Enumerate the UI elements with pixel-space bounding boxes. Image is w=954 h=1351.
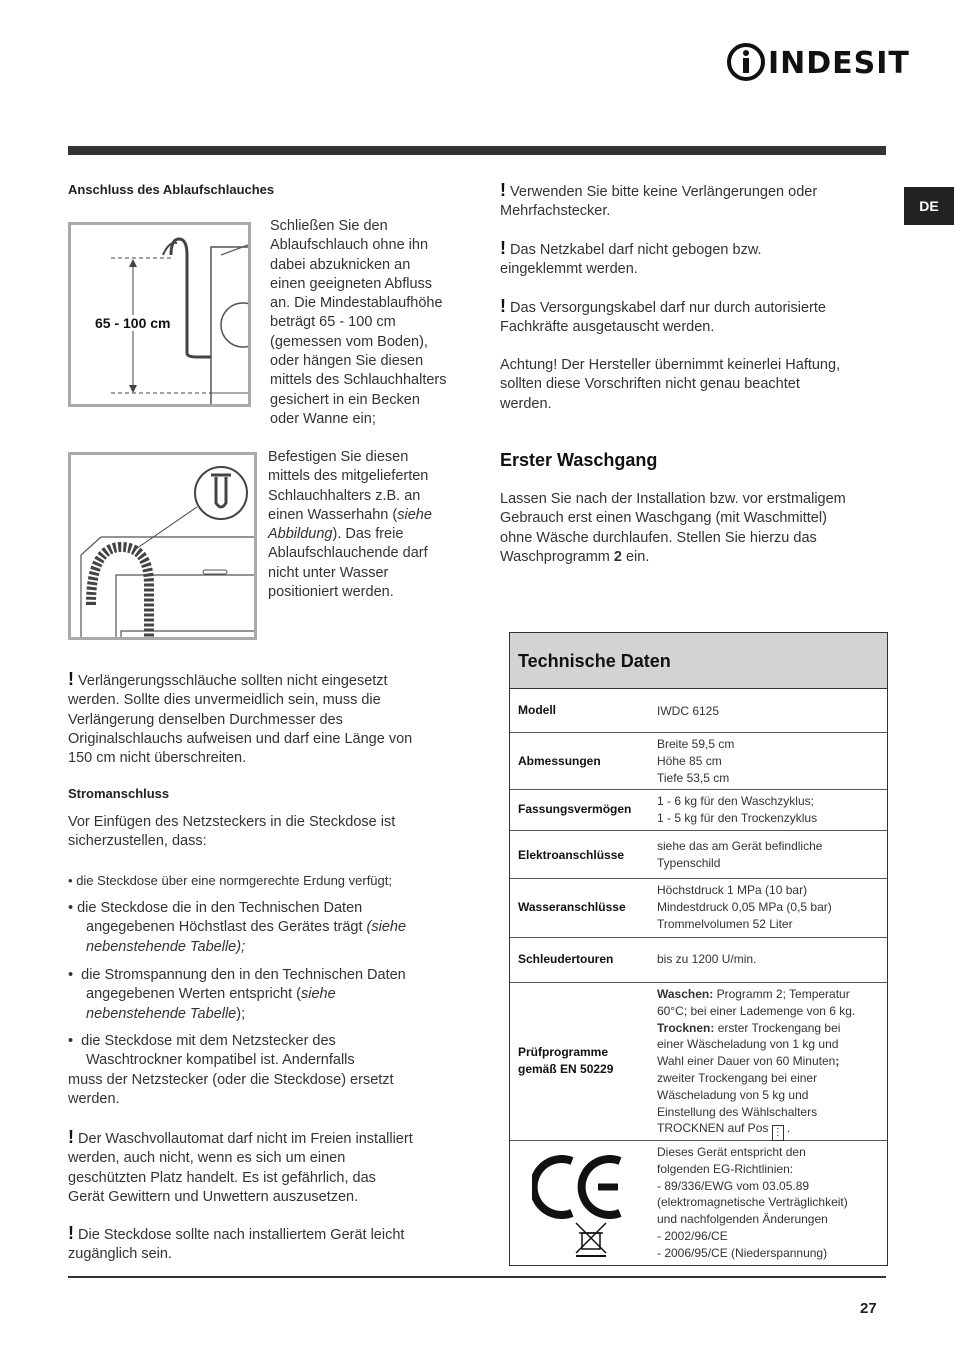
- ce-mark-icon: [532, 1149, 632, 1262]
- row-value: bis zu 1200 U/min.: [657, 952, 757, 966]
- row-label: Abmessungen: [518, 754, 601, 768]
- text-fragment: erster Trockengang bei: [714, 1020, 841, 1035]
- text-line: [68, 966, 468, 985]
- tech-data-title: Technische Daten: [518, 651, 671, 671]
- text-line: Schließen Sie den: [270, 218, 388, 234]
- drain-height-label: 65 - 100 cm: [95, 315, 171, 331]
- liability-notice: [500, 356, 890, 414]
- text-line: mittels des mitgelieferten: [268, 468, 429, 485]
- warning-icon: !: [500, 238, 506, 258]
- bullet-icon: •: [68, 873, 73, 888]
- weee-bin-icon: [576, 1223, 606, 1257]
- text-line: werden, auch nicht, wenn es sich um einen: [68, 1150, 346, 1167]
- text-line: Mehrfachstecker.: [500, 203, 611, 220]
- value-line: 1 - 6 kg für den Waschzyklus;: [657, 794, 814, 808]
- text-line: [68, 1128, 468, 1149]
- text-line: nicht unter Wasser: [268, 564, 389, 581]
- text-line: Achtung! Der Hersteller übernimmt keinerlei Haftung,: [500, 357, 841, 373]
- program-number: 2: [613, 548, 622, 565]
- text-fragment: );: [236, 1005, 246, 1022]
- text-line: mittels des Schlauchhalters: [270, 372, 447, 389]
- text-line: beträgt 65 - 100 cm: [270, 314, 396, 331]
- dryer-position-icon: ⋮: [772, 1125, 784, 1141]
- text-line: werden.: [500, 395, 552, 412]
- text-line: zugänglich sein.: [68, 1246, 172, 1263]
- text-fragment: die Steckdose über eine normgerechte Erdung verfügt;: [76, 873, 392, 888]
- table-row: [510, 1141, 887, 1265]
- text-fragment: TROCKNEN auf Pos: [657, 1121, 772, 1136]
- text-line: [68, 899, 468, 918]
- first-wash-text: [500, 490, 890, 567]
- table-reference: (siehe: [366, 919, 407, 936]
- text-line: [268, 506, 468, 545]
- figure-reference: siehe Abbildung: [268, 506, 432, 543]
- text-fragment: ein.: [621, 548, 650, 565]
- power-heading: Stromanschluss: [68, 786, 170, 801]
- text-line: einen geeigneten Abfluss: [270, 275, 433, 292]
- value-line: Trommelvolumen 52 Liter: [657, 916, 793, 931]
- row-value: [657, 986, 883, 1141]
- bullet-4: [68, 1032, 468, 1109]
- value-line: Breite 59,5 cm: [657, 737, 735, 751]
- drain-heading: Anschluss des Ablaufschlauches: [68, 182, 275, 197]
- text-fragment: Waschprogramm: [500, 548, 614, 565]
- warning-icon: !: [68, 1223, 74, 1243]
- text-line: oder Wanne ein;: [270, 410, 376, 427]
- text-fragment: Wahl einer Dauer von 60 Minuten: [657, 1054, 836, 1069]
- value-line: [657, 1120, 883, 1141]
- drain-text-1: [270, 217, 470, 429]
- extension-warning: [68, 670, 458, 768]
- bullet-2: [68, 899, 468, 957]
- table-row: [510, 879, 887, 938]
- row-value: [657, 793, 883, 827]
- bullet-icon: •: [68, 1033, 74, 1049]
- value-line: Tiefe 53,5 cm: [657, 770, 730, 785]
- text-line: an. Die Mindestablaufhöhe: [270, 295, 443, 312]
- text-fragment: Die Steckdose sollte nach installiertem Gerät leicht: [78, 1227, 405, 1243]
- row-label: [518, 1044, 646, 1078]
- text-fragment: Das Netzkabel darf nicht gebogen bzw.: [510, 242, 762, 258]
- page-number: 27: [860, 1300, 877, 1317]
- table-row: [510, 831, 887, 879]
- text-fragment: die Steckdose mit dem Netzstecker des: [81, 1033, 336, 1049]
- value-line: [657, 1053, 883, 1070]
- warning-icon: !: [500, 296, 506, 316]
- text-line: gesichert in ein Becken: [270, 391, 420, 408]
- drain-height-figure: [68, 222, 251, 407]
- text-line: (gemessen vom Boden),: [270, 333, 428, 350]
- text-line: Vor Einfügen des Netzsteckers in die Steckdose ist: [68, 814, 396, 830]
- value-line: Typenschild: [657, 855, 721, 870]
- text-line: [68, 938, 468, 957]
- table-row: [510, 733, 887, 790]
- bullet-icon: •: [68, 967, 74, 983]
- value-line: - 2006/95/CE (Niederspannung): [657, 1245, 828, 1260]
- value-line: (elektromagnetische Verträglichkeit): [657, 1195, 848, 1210]
- value-line: und nachfolgenden Änderungen: [657, 1212, 828, 1227]
- text-line: [68, 918, 468, 937]
- row-label: Schleudertouren: [518, 952, 614, 966]
- value-line: Einstellung des Wählschalters: [657, 1104, 818, 1119]
- value-line: 1 - 5 kg für den Trockenzyklus: [657, 810, 818, 825]
- text-line: muss der Netzstecker (oder die Steckdose) ersetzt: [68, 1071, 394, 1088]
- value-line: Höhe 85 cm: [657, 753, 722, 768]
- text-line: ohne Wäsche durchlaufen. Stellen Sie hierzu das: [500, 529, 817, 546]
- warning-extensions: [500, 181, 890, 222]
- text-line: Fachkräfte ausgetauscht werden.: [500, 319, 715, 336]
- label-line: gemäß EN 50229: [518, 1062, 614, 1076]
- brand-name: INDESIT: [768, 46, 910, 81]
- value-line: - 2002/96/CE: [657, 1228, 728, 1243]
- table-row: [510, 983, 887, 1141]
- text-fragment: einen Wasserhahn (: [268, 506, 398, 523]
- table-row: [510, 790, 887, 831]
- text-fragment: Verwenden Sie bitte keine Verlängerungen oder: [510, 184, 818, 200]
- warning-icon: !: [68, 1127, 74, 1147]
- text-line: dabei abzuknicken an: [270, 256, 411, 273]
- text-line: eingeklemmt werden.: [500, 261, 638, 278]
- table-reference: siehe: [300, 986, 336, 1003]
- value-line: siehe das am Gerät befindliche: [657, 839, 823, 853]
- value-line: einer Wäscheladung von 1 kg und: [657, 1037, 839, 1052]
- outdoor-warning: [68, 1128, 468, 1207]
- text-line: werden. Sollte dies unvermeidlich sein, muss die: [68, 692, 381, 709]
- socket-warning: [68, 1224, 468, 1265]
- footer-rule: [68, 1276, 886, 1278]
- text-line: 150 cm nicht überschreiten.: [68, 750, 247, 767]
- text-fragment: Verlängerungsschläuche sollten nicht eingesetzt: [78, 673, 388, 689]
- row-value: [657, 736, 883, 786]
- first-wash-heading: Erster Waschgang: [500, 450, 658, 470]
- value-line: Höchstdruck 1 MPa (10 bar): [657, 883, 808, 897]
- wash-label: Waschen:: [657, 987, 714, 1001]
- text-line: werden.: [68, 1090, 120, 1107]
- value-line: [657, 986, 883, 1003]
- text-line: [500, 239, 890, 260]
- text-fragment: angegebenen Werten entspricht (: [86, 986, 301, 1003]
- text-line: [68, 1032, 468, 1051]
- text-fragment: Programm 2; Temperatur: [713, 987, 850, 1001]
- drain-text-2: [268, 448, 468, 602]
- power-intro: [68, 813, 458, 852]
- header-rule: [68, 146, 886, 155]
- text-line: Waschtrockner kompatibel ist. Andernfalls: [86, 1052, 355, 1069]
- hose-holder-illustration: [71, 455, 254, 637]
- text-line: oder hängen Sie diesen: [270, 353, 424, 370]
- table-row: [510, 689, 887, 733]
- table-reference: nebenstehende Tabelle: [86, 1005, 237, 1022]
- bullet-1: [68, 871, 468, 890]
- bullet-3: [68, 966, 468, 1024]
- text-line: [68, 670, 458, 691]
- row-label: Modell: [518, 703, 556, 717]
- text-fragment: Das Versorgungskabel darf nur durch autorisierte: [510, 300, 826, 316]
- warning-cable-replace: [500, 297, 890, 338]
- value-line: [657, 1020, 883, 1037]
- text-line: sollten diese Vorschriften nicht genau beachtet: [500, 376, 800, 393]
- value-line: Wäscheladung von 5 kg und: [657, 1087, 809, 1102]
- value-line: 60°C; bei einer Lademenge von 6 kg.: [657, 1003, 856, 1018]
- text-line: sicherzustellen, dass:: [68, 833, 207, 850]
- text-fragment: angegebenen Höchstlast des Gerätes trägt: [86, 919, 367, 936]
- text-line: Gebrauch erst einen Waschgang (mit Waschmittel): [500, 510, 827, 527]
- text-line: positioniert werden.: [268, 584, 394, 601]
- brand-logo: [726, 42, 910, 82]
- value-line: - 89/336/EWG vom 03.05.89: [657, 1178, 810, 1193]
- text-line: Lassen Sie nach der Installation bzw. vor erstmaligem: [500, 491, 846, 507]
- indesit-logo-icon: [726, 42, 766, 82]
- text-line: [68, 985, 468, 1004]
- value-line: zweiter Trockengang bei einer: [657, 1070, 818, 1085]
- text-fragment: ;: [835, 1054, 840, 1069]
- row-value: [657, 838, 883, 872]
- text-fragment: Der Waschvollautomat darf nicht im Freien installiert: [78, 1131, 413, 1147]
- value-line: Dieses Gerät entspricht den: [657, 1145, 806, 1159]
- warning-icon: !: [68, 669, 74, 689]
- dry-label: Trocknen:: [657, 1020, 715, 1035]
- ce-compliance-text: [657, 1144, 883, 1262]
- text-line: [500, 181, 890, 202]
- text-line: Verlängerung denselben Durchmesser des: [68, 711, 343, 728]
- tech-data-header: [510, 633, 887, 689]
- text-line: geschützten Platz handelt. Es ist gefährlich, das: [68, 1169, 376, 1186]
- text-line: Schlauchhalters z.B. an: [268, 487, 421, 504]
- value-line: Mindestdruck 0,05 MPa (0,5 bar): [657, 899, 832, 914]
- text-line: [500, 297, 890, 318]
- text-line: [68, 1224, 468, 1245]
- text-fragment: .: [783, 1121, 791, 1136]
- row-label: Elektroanschlüsse: [518, 848, 625, 862]
- tech-data-table: [509, 632, 888, 1266]
- warning-icon: !: [500, 180, 506, 200]
- bullet-icon: •: [68, 900, 74, 916]
- text-line: [500, 548, 890, 567]
- value-line: folgenden EG-Richtlinien:: [657, 1161, 794, 1176]
- warning-cable-bent: [500, 239, 890, 280]
- text-line: Gerät Gewittern und Unwettern auszusetzen.: [68, 1188, 359, 1205]
- text-line: Originalschlauchs aufweisen und darf eine Länge von: [68, 730, 413, 747]
- text-fragment: die Steckdose die in den Technischen Daten: [77, 900, 363, 916]
- text-fragment: ). Das freie: [332, 526, 404, 543]
- text-line: Ablaufschlauchende darf: [268, 545, 428, 562]
- text-line: Ablaufschlauch ohne ihn: [270, 237, 429, 254]
- row-label: Fassungsvermögen: [518, 802, 632, 816]
- table-reference: nebenstehende Tabelle);: [86, 938, 246, 955]
- hose-holder-figure: [68, 452, 257, 640]
- row-value: IWDC 6125: [657, 704, 720, 718]
- row-label: Wasseranschlüsse: [518, 900, 626, 914]
- label-line: Prüfprogramme: [518, 1045, 609, 1059]
- language-tab: DE: [904, 187, 954, 225]
- table-row: [510, 938, 887, 983]
- text-line: [68, 1005, 468, 1024]
- row-value: [657, 882, 883, 932]
- text-line: Befestigen Sie diesen: [268, 449, 409, 465]
- text-fragment: die Stromspannung den in den Technischen Daten: [81, 967, 406, 983]
